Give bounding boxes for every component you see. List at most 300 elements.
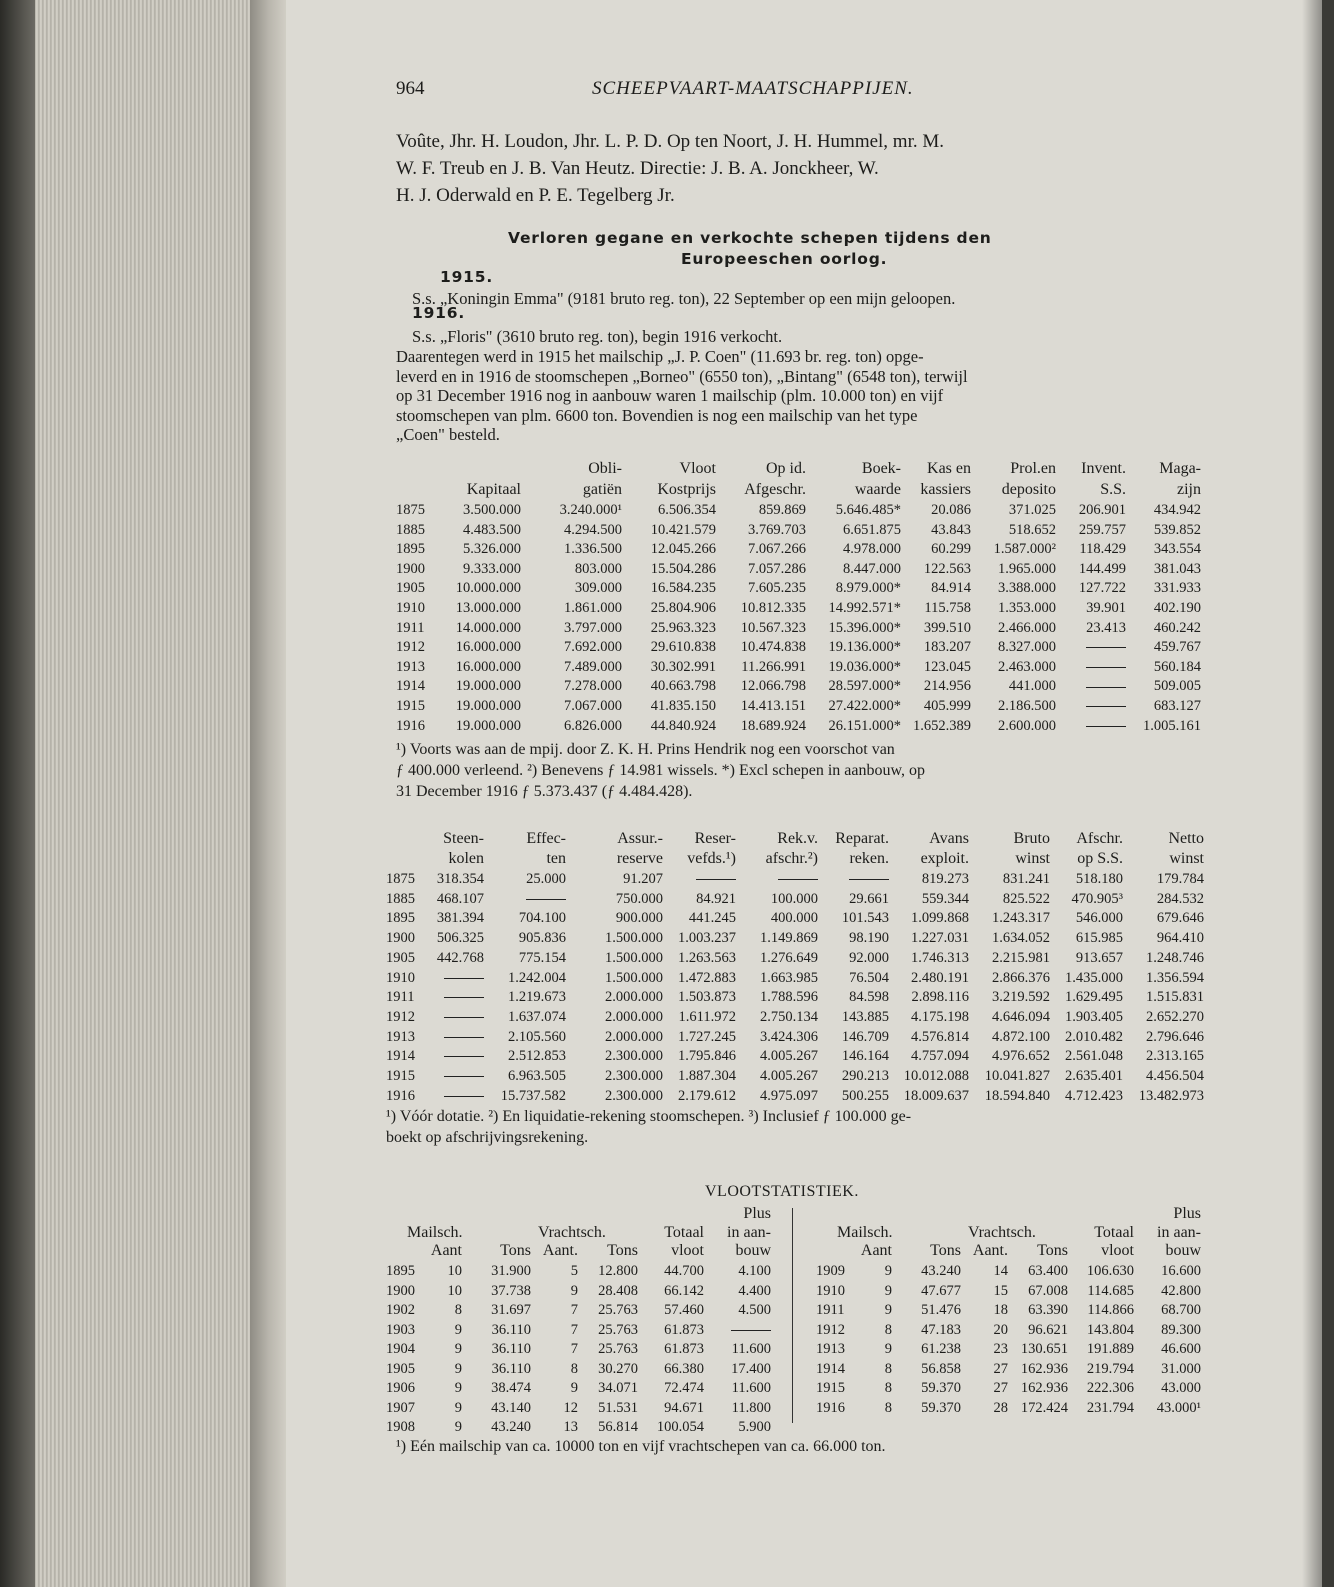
fleet-footnote: ¹) Eén mailschip van ca. 10000 ton en vijf vrachtschepen van ca. 66.000 ton. [396,1438,886,1455]
table1-header: Afgeschr. [744,481,806,498]
table1-cell: 3.797.000 [564,619,622,636]
table2-cell: 1.515.831 [1146,989,1204,1006]
table3-left-cell: 13 [563,1419,578,1435]
table1-cell: 16.000.000 [455,658,521,675]
table3-left-cell: 37.738 [491,1282,531,1299]
table3-right-cell: 28 [993,1399,1008,1416]
table1-year: 1875 [396,502,425,518]
table3-right-year: 1913 [816,1341,845,1357]
table2-year: 1875 [386,871,415,887]
table1-year: 1900 [396,560,425,577]
table1-cell: 7.278.000 [564,678,622,695]
table1-footnotes [396,739,925,802]
table2-cell: 3.219.592 [992,989,1050,1006]
table3-right-cell: 8 [884,1321,892,1338]
table3-left-cell: 9 [570,1282,578,1299]
table3-left-cell: 36.110 [491,1321,531,1338]
table3-right-cell: 27 [993,1380,1008,1396]
table1-cell: 16.000.000 [455,639,521,656]
table3-header: Mailsch. [407,1224,463,1241]
table3-right-year: 1911 [816,1302,845,1318]
table2-cell: 179.784 [1156,871,1204,887]
table3-right-cell: 43.240 [921,1263,961,1279]
table3-header: Vrachtsch. [538,1224,606,1241]
table3-header: Tons [607,1242,638,1259]
table2-header-top: Avans [929,830,969,847]
table3-left-cell: 38.474 [491,1380,531,1396]
table1-cell: 1.005.161 [1143,717,1201,734]
table2-header: winst [1015,850,1050,867]
table3-left-year: 1907 [386,1399,415,1416]
table3-left-cell: 9 [454,1341,462,1357]
table2-cell: 381.394 [436,910,484,927]
table2-cell: 100.000 [770,890,818,907]
table2-cell: 15.737.582 [500,1087,566,1104]
table2-cell: 442.768 [436,949,484,966]
dash-mark [444,1037,484,1038]
table2-cell: 98.190 [849,930,889,947]
table1-cell: 115.758 [924,600,971,616]
table2-header-top: Netto [1168,830,1204,847]
page [286,0,1322,1587]
table3-left-cell: 4.500 [738,1302,771,1318]
table2-cell: 1.629.495 [1065,989,1123,1006]
table3-right-cell: 222.306 [1086,1380,1134,1396]
table2-cell: 1.472.883 [678,969,736,986]
table2-cell: 2.898.116 [911,989,969,1006]
table2-cell: 91.207 [623,871,663,887]
table2-header: winst [1169,850,1204,867]
column-divider [792,1208,793,1423]
table3-left-cell: 12.800 [598,1263,638,1279]
table1-cell: 12.045.266 [650,541,716,558]
table1-cell: 381.043 [1153,560,1201,577]
table2-cell: 441.245 [688,910,736,927]
table2-cell: 2.313.165 [1146,1048,1204,1065]
table3-right-cell: 96.621 [1028,1321,1068,1338]
dash-mark [526,899,566,900]
table3-header: Tons [500,1242,531,1259]
table3-right-year: 1909 [816,1263,845,1279]
table2-cell: 2.215.981 [992,949,1050,966]
table2-cell: 2.652.270 [1146,1008,1204,1025]
finance-table-1 [286,460,1322,740]
table1-cell: 5.646.485* [835,502,901,518]
table1-cell: 371.025 [1008,502,1056,518]
table3-right-cell: 68.700 [1161,1302,1201,1318]
table3-right-cell: 9 [884,1302,892,1318]
table2-cell: 1.887.304 [678,1068,736,1084]
table3-left-cell: 17.400 [731,1360,771,1377]
table1-cell: 8.327.000 [998,639,1056,656]
table1-header: Kapitaal [466,481,521,498]
table1-header-top: Boek- [861,460,901,477]
table2-header-top: Assur.- [617,830,663,847]
table2-cell: 2.300.000 [605,1048,663,1065]
table2-header: afschr.²) [765,850,818,867]
table2-cell: 704.100 [518,910,566,927]
paragraph-line: leverd en in 1916 de stoomschepen „Borneo" (6550 ton), „Bintang" (6548 ton), terwijl [396,366,968,386]
table2-cell: 101.543 [841,910,889,927]
table1-header: zijn [1177,481,1201,498]
table3-right-cell: 61.238 [921,1341,961,1357]
table3-right-cell: 23 [993,1341,1008,1357]
table3-left-year: 1904 [386,1341,415,1357]
table3-left-cell: 10 [447,1263,462,1279]
table1-cell: 84.914 [931,580,971,597]
table3-right-cell: 231.794 [1086,1399,1134,1416]
table1-header: waarde [854,481,901,498]
table3-right-year: 1912 [816,1321,845,1338]
table2-cell: 4.975.097 [760,1087,818,1104]
table3-header: vloot [671,1242,704,1259]
table2-cell: 4.456.504 [1146,1068,1204,1084]
dash-mark [1086,706,1126,707]
table1-cell: 4.294.500 [564,521,622,538]
table2-cell: 1.611.972 [678,1008,736,1025]
table2-year: 1912 [386,1008,415,1025]
table2-year: 1914 [386,1048,415,1065]
table1-header-top: Kas en [927,460,971,477]
table3-left-cell [711,1322,771,1339]
book-gutter [250,0,288,1587]
table2-cell: 143.885 [841,1008,889,1025]
table2-cell: 92.000 [849,949,889,966]
table3-left-cell: 7 [570,1302,578,1318]
table2-cell: 2.796.646 [1146,1028,1204,1045]
table1-cell: 7.605.235 [748,580,806,597]
table2-cell: 1.795.846 [678,1048,736,1065]
table1-cell: 402.190 [1153,600,1201,616]
table1-cell: 15.396.000* [828,619,901,636]
table2-cell: 2.300.000 [605,1087,663,1104]
intro-line: W. F. Treub en J. B. Van Heutz. Directie: J. B. A. Jonckheer, W. [396,158,879,179]
table1-cell: 399.510 [923,619,971,636]
table1-cell: 6.826.000 [564,717,622,734]
table3-right-cell: 219.794 [1086,1360,1134,1377]
table3-right-cell: 43.000 [1161,1380,1201,1396]
table1-cell: 539.852 [1153,521,1201,538]
table2-cell: 1.903.405 [1065,1008,1123,1025]
table3-left-year: 1903 [386,1321,415,1338]
table3-right-cell: 8 [884,1380,892,1396]
table3-right-cell: 51.476 [921,1302,961,1318]
table1-cell: 434.942 [1153,502,1201,518]
table3-left-cell: 4.400 [738,1282,771,1299]
table3-header: Mailsch. [837,1224,893,1241]
table3-left-cell: 36.110 [491,1360,531,1377]
table2-cell: 559.344 [921,890,969,907]
table1-cell: 19.000.000 [455,678,521,695]
table2-cell: 10.012.088 [903,1068,969,1084]
paragraph-line: stoomschepen van plm. 6600 ton. Bovendien is nog een mailschip van het type [396,405,918,425]
table1-cell: 10.567.323 [740,619,806,636]
table3-right-year: 1910 [816,1282,845,1299]
dash-mark [444,1096,484,1097]
table1-cell: 7.489.000 [564,658,622,675]
table1-year: 1910 [396,600,425,616]
table3-right-cell: 59.370 [921,1380,961,1396]
table3-right-cell: 63.390 [1028,1302,1068,1318]
dash-mark [1086,726,1126,727]
dash-mark [444,1017,484,1018]
table3-right-cell: 67.008 [1028,1282,1068,1299]
table3-right-cell: 43.000¹ [1156,1399,1201,1416]
table1-cell: 14.992.571* [828,600,901,616]
dash-mark [444,1076,484,1077]
table3-right-cell: 130.651 [1020,1341,1068,1357]
table3-left-year: 1902 [386,1302,415,1318]
table3-left-cell: 31.697 [491,1302,531,1318]
footnote-line: ¹) Vóór dotatie. ²) En liquidatie-rekening stoomschepen. ³) Inclusief ƒ 100.000 ge- [386,1108,912,1125]
table2-cell: 1.746.313 [911,949,969,966]
table3-left-cell: 66.142 [664,1282,704,1299]
table3-left-cell: 11.600 [731,1380,771,1396]
table1-cell: 123.045 [923,658,971,675]
table2-cell: 1.242.004 [508,969,566,986]
footnote-line: 31 December 1916 ƒ 5.373.437 (ƒ 4.484.428). [396,783,693,800]
table3-right-cell: 47.183 [921,1321,961,1338]
table3-header: Aant. [542,1242,578,1259]
table2-year: 1895 [386,910,415,927]
table3-right-cell: 15 [993,1282,1008,1299]
loss-1915-text: S.s. „Koningin Emma" (9181 bruto reg. ton), 22 September op een mijn geloopen. [412,289,956,308]
table3-left-cell: 72.474 [664,1380,704,1396]
table2-cell: 4.175.198 [911,1008,969,1025]
table3-left-year: 1906 [386,1380,415,1396]
table1-cell: 29.610.838 [650,639,716,656]
table3-right-cell: 31.000 [1161,1360,1201,1377]
table1-year: 1895 [396,541,425,558]
table1-cell: 683.127 [1153,698,1201,714]
table2-cell: 2.010.482 [1065,1028,1123,1045]
table3-header: bouw [1165,1242,1201,1259]
table3-header: Aant [430,1242,462,1259]
table2-cell: 2.866.376 [992,969,1050,986]
intro-paragraph [396,128,944,209]
table3-right-cell: 8 [884,1399,892,1416]
table3-right-cell: 46.600 [1161,1341,1201,1357]
table2-cell: 1.503.873 [678,989,736,1006]
table3-right-cell: 27 [993,1360,1008,1377]
table3-header: Totaal [664,1224,704,1241]
table2-cell: 1.500.000 [605,949,663,966]
table1-cell: 859.869 [758,502,806,518]
running-head: SCHEEPVAART-MAATSCHAPPIJEN. [592,78,914,99]
table3-left-cell: 9 [570,1380,578,1396]
table1-cell: 2.600.000 [998,717,1056,734]
table2-header-top: Afschr. [1076,830,1123,847]
table3-left-year: 1895 [386,1263,415,1279]
table1-cell: 16.584.235 [650,580,716,597]
table2-cell: 1.500.000 [605,969,663,986]
table1-cell: 2.463.000 [998,658,1056,675]
table2-cell: 2.480.191 [911,969,969,986]
table2-cell [429,1009,484,1026]
table2-header: vefds.¹) [687,850,736,867]
table1-header-top: Vloot [679,460,716,477]
table1-cell: 1.965.000 [998,560,1056,577]
table3-left-cell: 5 [570,1263,578,1279]
table1-cell: 343.554 [1153,541,1201,558]
table2-cell: 1.500.000 [605,930,663,947]
table2-cell: 819.273 [921,871,969,887]
table1-year: 1913 [396,658,425,675]
table2-cell: 2.635.401 [1065,1068,1123,1084]
table3-left-cell: 5.900 [738,1419,771,1435]
table1-header: deposito [1001,481,1056,498]
table2-cell: 4.757.094 [911,1048,969,1065]
table3-right-cell: 14 [993,1263,1008,1279]
table2-header: op S.S. [1077,850,1123,867]
table3-left-cell: 11.800 [731,1399,771,1416]
table1-cell: 7.067.000 [564,698,622,714]
table2-cell: 1.637.074 [508,1008,566,1025]
dash-mark [696,879,736,880]
table2-header-top: Reparat. [835,830,889,847]
table3-right-cell: 47.677 [921,1282,961,1299]
table3-left-year: 1900 [386,1282,415,1299]
table1-year: 1914 [396,678,425,695]
table1-cell: 40.663.798 [650,678,716,695]
table1-cell: 4.978.000 [843,541,901,558]
table2-cell: 4.872.100 [992,1028,1050,1045]
table1-cell: 9.333.000 [463,560,521,577]
table3-header: bouw [735,1242,771,1259]
table3-left-cell: 4.100 [738,1263,771,1279]
table3-right-cell: 63.400 [1028,1263,1068,1279]
table3-header: Aant [860,1242,892,1259]
table3-left-cell: 36.110 [491,1341,531,1357]
table3-left-cell: 9 [454,1380,462,1396]
table1-cell: 144.499 [1078,560,1126,577]
table3-right-cell: 42.800 [1161,1282,1201,1299]
table3-header: Totaal [1094,1224,1134,1241]
table3-right-cell: 8 [884,1360,892,1377]
table2-cell: 146.709 [841,1028,889,1045]
book-outer-edge [0,0,35,1587]
table3-left-cell: 57.460 [664,1302,704,1318]
table1-year: 1911 [396,619,425,636]
table2-cell: 400.000 [770,910,818,927]
table1-year: 1915 [396,698,425,714]
table3-right-cell: 106.630 [1086,1263,1134,1279]
footnote-line: ƒ 400.000 verleend. ²) Benevens ƒ 14.981 wissels. *) Excl schepen in aanbouw, op [396,762,925,779]
table3-right-cell: 20 [993,1321,1008,1338]
table1-cell: 331.933 [1153,580,1201,597]
table3-left-cell: 34.071 [598,1380,638,1396]
table3-left-cell: 61.873 [664,1321,704,1338]
table3-right-cell: 18 [993,1302,1008,1318]
table1-cell: 8.979.000* [835,580,901,597]
table3-right-cell: 9 [884,1282,892,1299]
table2-cell: 1.003.237 [678,930,736,947]
table1-cell: 6.506.354 [658,502,716,518]
table3-left-cell: 10 [447,1282,462,1299]
table2-cell: 1.727.245 [678,1028,736,1045]
table1-cell: 560.184 [1153,658,1201,675]
table3-header: Tons [930,1242,961,1259]
table1-cell: 8.447.000 [843,560,901,577]
table3-left-year: 1908 [386,1419,415,1435]
paragraph-line: Daarentegen werd in 1915 het mailschip „J. P. Coen" (11.693 br. reg. ton) opge- [396,347,924,366]
paragraph-line: op 31 December 1916 nog in aanbouw waren 1 mailschip (plm. 10.000 ton) en vijf [396,386,944,405]
table2-cell [661,871,736,888]
table2-header: exploit. [920,850,969,867]
table3-left-cell: 11.600 [731,1341,771,1357]
table1-cell: 7.692.000 [564,639,622,656]
table1-header: kassiers [920,481,971,498]
table2-cell: 1.356.594 [1146,969,1204,986]
table2-cell: 18.009.637 [903,1087,969,1104]
table2-header-top: Rek.v. [777,830,818,847]
section-heading-line1: Verloren gegane en verkochte schepen tijdens den [508,229,992,247]
table2-cell: 284.532 [1156,890,1204,907]
table2-cell [486,891,566,908]
table1-cell [1051,639,1126,656]
table1-cell: 1.861.000 [564,600,622,616]
table3-left-cell: 9 [454,1321,462,1338]
table3-header: vloot [1101,1242,1134,1259]
table1-cell: 3.388.000 [998,580,1056,597]
table1-cell: 41.835.150 [650,698,716,714]
table3-right-year: 1916 [816,1399,845,1416]
table1-cell [1051,659,1126,676]
table3-right-cell: 16.600 [1161,1263,1201,1279]
table2-cell: 905.836 [518,930,566,947]
dash-mark [1086,647,1126,648]
table1-header: gatiën [582,481,622,498]
table2-year: 1900 [386,930,415,947]
table1-cell: 6.651.875 [843,521,901,538]
table3-header: in aan- [727,1224,771,1241]
table3-left-cell: 44.700 [664,1263,704,1279]
table2-cell: 3.424.306 [760,1028,818,1045]
table3-left-cell: 7 [570,1321,578,1338]
table1-cell: 30.302.991 [650,658,716,675]
table2-cell: 468.107 [436,890,484,907]
table2-year: 1885 [386,890,415,907]
table3-left-cell: 25.763 [598,1302,638,1318]
page-number: 964 [396,78,425,99]
table3-left-cell: 30.270 [598,1360,638,1377]
table2-cell [429,1068,484,1085]
table2-cell: 546.000 [1075,910,1123,927]
table3-right-cell: 143.804 [1086,1321,1134,1338]
table1-cell: 183.207 [923,639,971,656]
table2-cell [429,970,484,987]
table1-cell: 441.000 [1008,678,1056,695]
table2-cell: 900.000 [615,910,663,927]
table2-cell: 84.598 [849,989,889,1006]
table3-left-cell: 7 [570,1341,578,1357]
table1-cell: 10.474.838 [740,639,806,656]
table2-cell: 1.248.746 [1146,949,1204,966]
table3-header: Plus [743,1205,771,1222]
table1-cell: 1.587.000² [993,541,1056,558]
table2-cell: 1.099.868 [911,910,969,927]
table1-cell: 7.067.266 [748,541,806,558]
table2-cell [429,1088,484,1105]
table3-left-cell: 9 [454,1419,462,1435]
table3-left-cell: 51.531 [598,1399,638,1416]
table1-cell: 25.804.906 [650,600,716,616]
table3-left-cell: 94.671 [664,1399,704,1416]
table2-cell: 1.227.031 [911,930,969,947]
table1-cell: 27.422.000* [828,698,901,714]
table1-cell: 518.652 [1008,521,1056,538]
table2-cell: 4.576.814 [911,1028,969,1045]
